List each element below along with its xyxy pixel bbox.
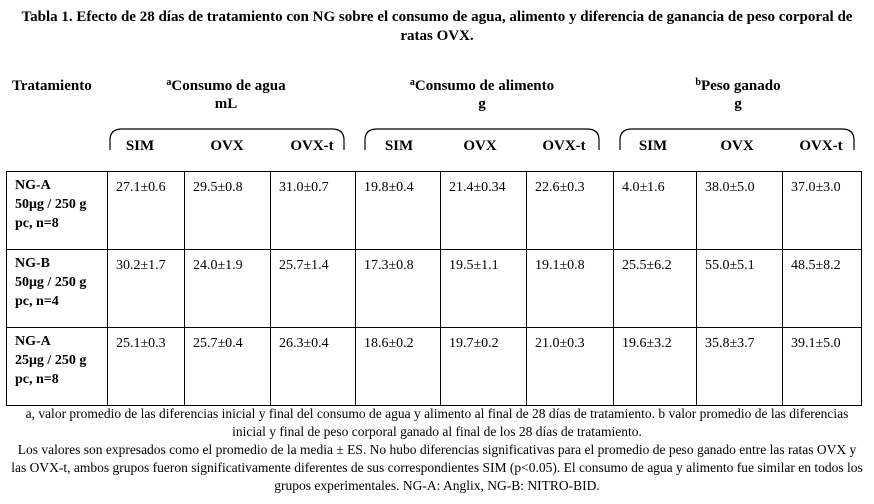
cell-value: 4.0±1.6 xyxy=(614,172,697,250)
cell-value: 29.5±0.8 xyxy=(185,172,271,250)
cell-value: 18.6±0.2 xyxy=(356,328,441,406)
cell-value: 19.1±0.8 xyxy=(527,250,614,328)
cell-value: 25.1±0.3 xyxy=(108,328,185,406)
row-label-line: 25μg / 250 g xyxy=(15,353,87,368)
cell-value: 19.7±0.2 xyxy=(441,328,527,406)
group-sup: a xyxy=(409,77,415,88)
cell-value: 19.5±1.1 xyxy=(441,250,527,328)
group-unit: g xyxy=(478,96,486,112)
row-label-line: 50μg / 250 g xyxy=(15,275,87,290)
cell-value: 37.0±3.0 xyxy=(783,172,862,250)
subcol-ovxt-water: OVX-t xyxy=(290,138,334,154)
row-label-line: NG-A xyxy=(15,334,51,349)
cell-value: 21.4±0.34 xyxy=(441,172,527,250)
cell-value: 25.7±0.4 xyxy=(185,328,271,406)
row-label xyxy=(7,328,108,406)
subcol-ovxt-weight: OVX-t xyxy=(799,138,843,154)
row-label-line: pc, n=8 xyxy=(15,216,59,231)
cell-value: 35.8±3.7 xyxy=(697,328,783,406)
group-name: Consumo de agua xyxy=(171,78,286,94)
group-unit: mL xyxy=(214,96,238,112)
subcol-ovx-water: OVX xyxy=(210,138,244,154)
cell-value: 19.8±0.4 xyxy=(356,172,441,250)
cell-value: 21.0±0.3 xyxy=(527,328,614,406)
cell-value: 26.3±0.4 xyxy=(271,328,356,406)
footnote: Los valores son expresados como el promedio de la media ± ES. No hubo diferencias significativas para el promedio de peso ganado entre las ratas OVX y las OVX-t, ambos grupos fueron significativamente diferentes de sus correspondientes SIM (p<0.05). El consumo de agua y alimento fue similar en todos los grupos experimentales. NG-A: Anglix, NG-B: NITRO-BID. xyxy=(11,442,863,493)
group-sup: b xyxy=(695,77,701,88)
cell-value: 25.7±1.4 xyxy=(271,250,356,328)
cell-value: 17.3±0.8 xyxy=(356,250,441,328)
table-row xyxy=(7,328,862,406)
group-unit: g xyxy=(734,96,742,112)
table-row xyxy=(7,172,862,250)
cell-value: 19.6±3.2 xyxy=(614,328,697,406)
footnotes xyxy=(10,405,864,495)
subcol-sim-weight: SIM xyxy=(638,138,668,154)
cell-value: 31.0±0.7 xyxy=(271,172,356,250)
row-label xyxy=(7,250,108,328)
header-brackets xyxy=(0,0,874,160)
subcol-sim-food: SIM xyxy=(384,138,414,154)
row-label-line: NG-B xyxy=(15,256,50,271)
group-name: Consumo de alimento xyxy=(414,78,555,94)
footnote: a, valor promedio de las diferencias inicial y final del consumo de agua y alimento al final de 28 días de tratamiento. b valor promedio de las diferencias inicial y final de peso corporal ganado al final de los 28 días de tratamiento. xyxy=(25,406,849,439)
table-row xyxy=(7,250,862,328)
cell-value: 25.5±6.2 xyxy=(614,250,697,328)
group-sup: a xyxy=(166,77,172,88)
row-label-line: 50μg / 250 g xyxy=(15,197,87,212)
cell-value: 24.0±1.9 xyxy=(185,250,271,328)
data-table xyxy=(6,171,862,406)
subcol-ovx-food: OVX xyxy=(463,138,497,154)
cell-value: 30.2±1.7 xyxy=(108,250,185,328)
subcol-ovx-weight: OVX xyxy=(720,138,754,154)
cell-value: 22.6±0.3 xyxy=(527,172,614,250)
subcol-ovxt-food: OVX-t xyxy=(542,138,586,154)
row-label xyxy=(7,172,108,250)
cell-value: 27.1±0.6 xyxy=(108,172,185,250)
cell-value: 39.1±5.0 xyxy=(783,328,862,406)
cell-value: 55.0±5.1 xyxy=(697,250,783,328)
subcol-sim-water: SIM xyxy=(125,138,155,154)
group-name: Peso ganado xyxy=(700,78,781,94)
cell-value: 38.0±5.0 xyxy=(697,172,783,250)
row-label-line: NG-A xyxy=(15,178,51,193)
cell-value: 48.5±8.2 xyxy=(783,250,862,328)
treatment-header: Tratamiento xyxy=(12,78,92,94)
table-title: Tabla 1. Efecto de 28 días de tratamiento con NG sobre el consumo de agua, alimento y diferencia de ganancia de peso corporal de ratas OVX. xyxy=(21,9,853,44)
row-label-line: pc, n=4 xyxy=(15,294,59,309)
row-label-line: pc, n=8 xyxy=(15,372,59,387)
